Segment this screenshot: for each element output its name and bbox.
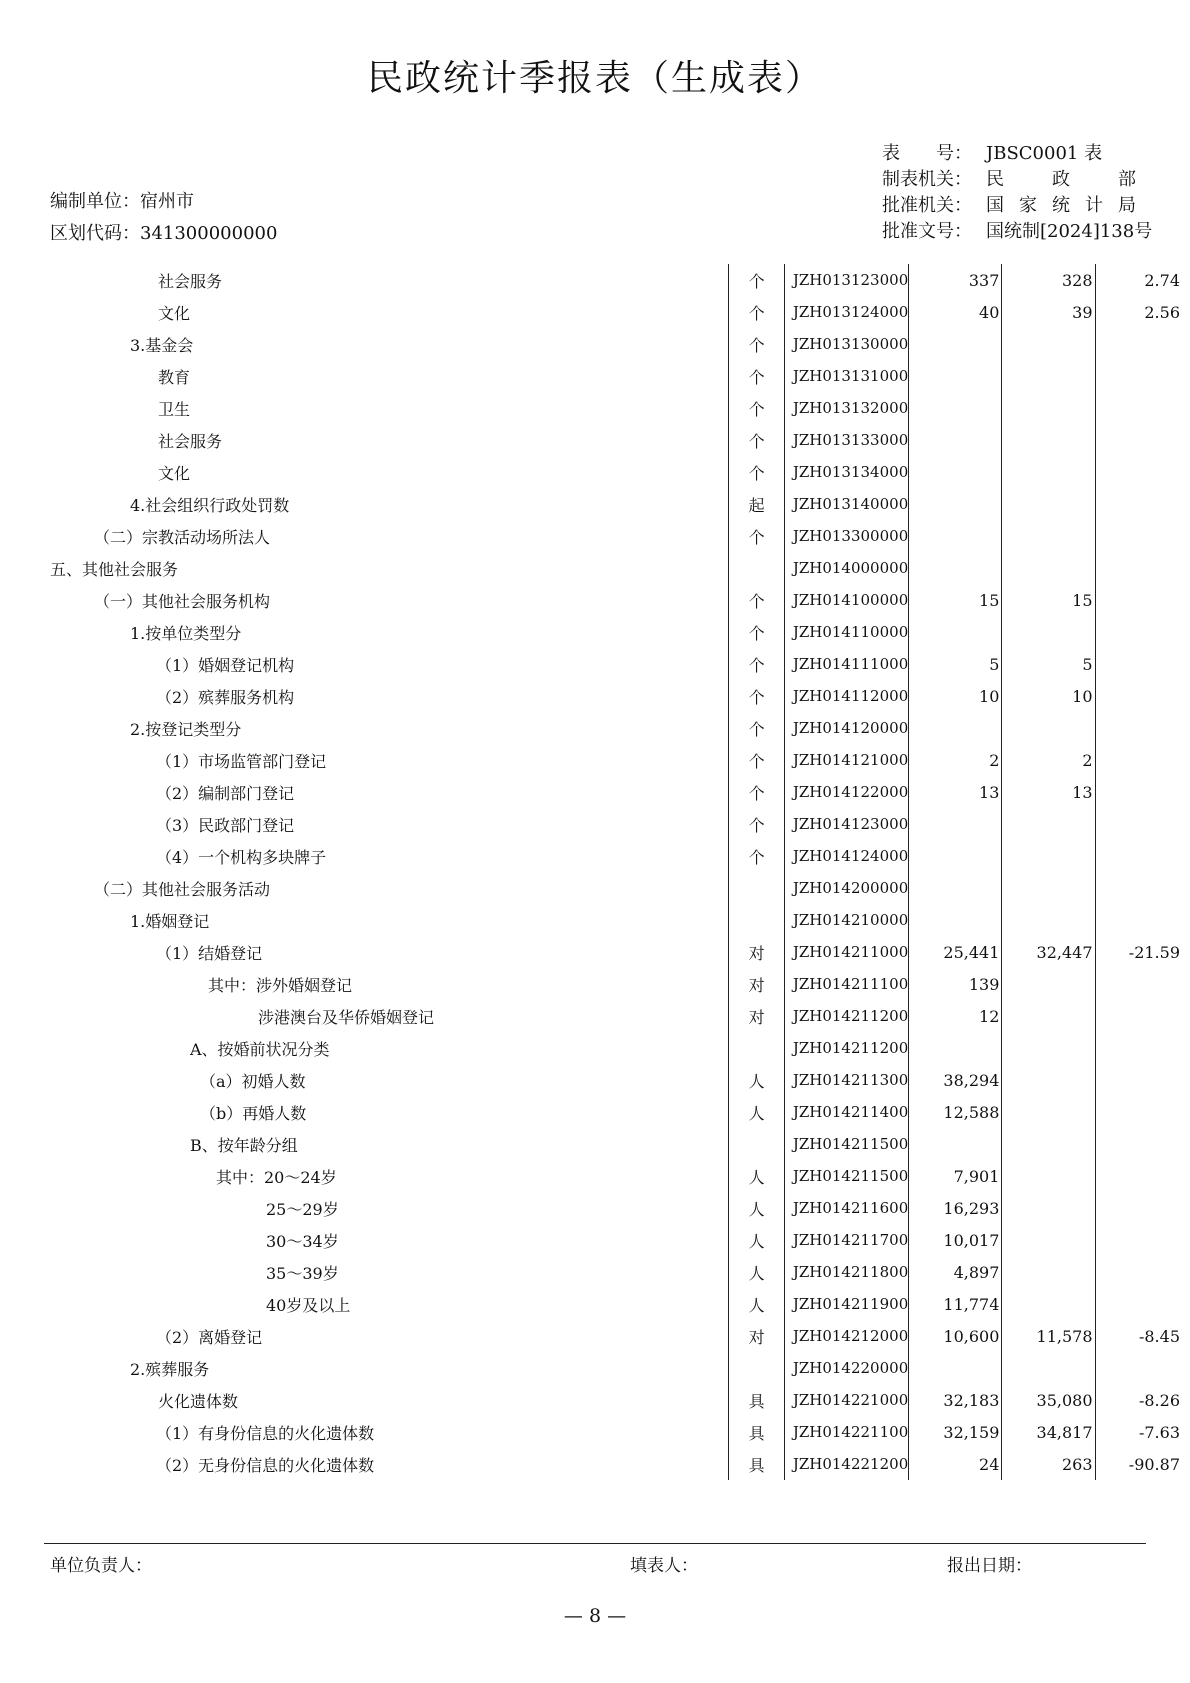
row-value-previous-cell [1002,360,1095,392]
row-unit-cell: 具 [729,1448,784,1480]
footer-filler: 填表人： [630,1556,698,1576]
row-change-rate-cell [1095,840,1190,872]
meta-right-value: 国家统计局 [986,195,1136,216]
row-name-cell: 卫生 [158,399,191,419]
meta-right-value: 民政部 [986,169,1136,190]
row-name-cell: 1.按单位类型分 [130,623,242,643]
row-unit-cell [729,872,784,904]
table-row [50,1128,1190,1160]
meta-right-key: 批准文号： [882,221,972,242]
row-name-cell: 社会服务 [158,271,223,291]
row-value-current-cell: 10,600 [909,1320,1002,1352]
table-row [50,360,1190,392]
table-row [50,968,1190,1000]
table-row [50,712,1190,744]
row-unit-cell: 个 [729,616,784,648]
row-name-cell: 教育 [158,367,191,387]
row-value-current-cell [909,392,1002,424]
region-code-label: 区划代码： [50,223,140,244]
row-value-current-cell: 40 [909,296,1002,328]
meta-right-row [882,167,1152,193]
footer-divider [44,1543,1146,1544]
row-unit-cell [729,1128,784,1160]
meta-left [50,186,277,250]
row-value-previous-cell [1002,1352,1095,1384]
row-value-current-cell: 7,901 [909,1160,1002,1192]
row-unit-cell: 个 [729,584,784,616]
row-code-cell: JZH013300000 [784,520,908,552]
row-name-cell: （二）其他社会服务活动 [94,879,271,899]
row-name-cell: （2）殡葬服务机构 [156,687,295,707]
row-name-cell: 文化 [158,303,191,323]
row-value-previous-cell [1002,1032,1095,1064]
table-row [50,1448,1190,1480]
row-code-cell: JZH014123000 [784,808,908,840]
table-row [50,1256,1190,1288]
row-code-cell: JZH013132000 [784,392,908,424]
row-unit-cell: 个 [729,392,784,424]
row-change-rate-cell [1095,360,1190,392]
row-code-cell: JZH013123000 [784,264,908,296]
row-value-current-cell [909,1032,1002,1064]
table-row [50,872,1190,904]
table-row [50,1320,1190,1352]
row-name-cell: A、按婚前状况分类 [190,1039,330,1059]
row-value-current-cell: 10,017 [909,1224,1002,1256]
row-value-current-cell [909,1352,1002,1384]
row-change-rate-cell [1095,776,1190,808]
row-code-cell: JZH014124000 [784,840,908,872]
row-value-current-cell [909,1128,1002,1160]
meta-right-row [882,193,1152,219]
row-code-cell: JZH014220000 [784,1352,908,1384]
table-row [50,456,1190,488]
table-row [50,1096,1190,1128]
row-change-rate-cell [1095,872,1190,904]
table-row [50,424,1190,456]
row-code-cell: JZH014221200 [784,1448,908,1480]
row-value-previous-cell [1002,1256,1095,1288]
row-code-cell: JZH014211500 [784,1160,908,1192]
row-name-cell: （二）宗教活动场所法人 [94,527,271,547]
row-value-current-cell: 32,159 [909,1416,1002,1448]
row-value-previous-cell: 35,080 [1002,1384,1095,1416]
row-name-cell: （1）市场监管部门登记 [156,751,327,771]
row-unit-cell: 具 [729,1416,784,1448]
row-code-cell: JZH014211000 [784,936,908,968]
row-unit-cell: 人 [729,1224,784,1256]
row-value-current-cell: 38,294 [909,1064,1002,1096]
table-row [50,1352,1190,1384]
table-row [50,648,1190,680]
row-change-rate-cell [1095,1352,1190,1384]
row-code-cell: JZH014211400 [784,1096,908,1128]
row-change-rate-cell [1095,1000,1190,1032]
row-value-previous-cell: 34,817 [1002,1416,1095,1448]
table-row [50,808,1190,840]
row-value-previous-cell [1002,616,1095,648]
row-value-current-cell: 12 [909,1000,1002,1032]
row-change-rate-cell [1095,808,1190,840]
row-change-rate-cell [1095,1096,1190,1128]
row-change-rate-cell [1095,456,1190,488]
row-value-previous-cell [1002,1160,1095,1192]
row-code-cell: JZH013124000 [784,296,908,328]
row-name-cell: （2）编制部门登记 [156,783,295,803]
row-change-rate-cell [1095,552,1190,584]
row-name-cell: 1.婚姻登记 [130,911,210,931]
region-code-value: 341300000000 [140,223,278,244]
row-change-rate-cell: 2.74 [1095,264,1190,296]
meta-right [882,141,1152,245]
row-change-rate-cell [1095,968,1190,1000]
row-code-cell: JZH014100000 [784,584,908,616]
row-value-previous-cell: 15 [1002,584,1095,616]
row-value-previous-cell [1002,1064,1095,1096]
row-value-previous-cell: 11,578 [1002,1320,1095,1352]
row-value-current-cell: 337 [909,264,1002,296]
row-value-current-cell: 139 [909,968,1002,1000]
row-name-cell: 40岁及以上 [266,1295,351,1315]
table-row [50,1032,1190,1064]
row-value-previous-cell [1002,488,1095,520]
page-number: — 8 — [563,1605,627,1627]
row-unit-cell: 个 [729,360,784,392]
row-change-rate-cell [1095,1128,1190,1160]
row-name-cell: B、按年龄分组 [190,1135,298,1155]
table-row [50,776,1190,808]
table-row [50,744,1190,776]
row-unit-cell: 个 [729,840,784,872]
row-change-rate-cell [1095,328,1190,360]
row-code-cell: JZH014210000 [784,904,908,936]
table-row [50,264,1190,296]
row-name-cell: 25～29岁 [266,1199,339,1219]
row-name-cell: 35～39岁 [266,1263,339,1283]
row-code-cell: JZH013133000 [784,424,908,456]
row-value-previous-cell [1002,872,1095,904]
row-unit-cell: 个 [729,520,784,552]
row-value-previous-cell [1002,904,1095,936]
row-value-previous-cell [1002,456,1095,488]
row-change-rate-cell: -90.87 [1095,1448,1190,1480]
row-value-previous-cell: 328 [1002,264,1095,296]
row-unit-cell: 对 [729,968,784,1000]
compiling-unit-label: 编制单位： [50,191,140,212]
row-value-previous-cell [1002,1288,1095,1320]
row-value-previous-cell [1002,1224,1095,1256]
row-code-cell: JZH014211100 [784,968,908,1000]
row-name-cell: 五、其他社会服务 [50,559,179,579]
meta-right-key: 批准机关： [882,195,972,216]
row-change-rate-cell: 2.56 [1095,296,1190,328]
row-value-current-cell [909,616,1002,648]
row-code-cell: JZH014211600 [784,1192,908,1224]
row-name-cell: 4.社会组织行政处罚数 [130,495,290,515]
row-value-previous-cell: 39 [1002,296,1095,328]
row-unit-cell: 个 [729,296,784,328]
table-row [50,840,1190,872]
row-unit-cell: 人 [729,1160,784,1192]
row-name-cell: 涉港澳台及华侨婚姻登记 [258,1007,435,1027]
table-row [50,904,1190,936]
row-value-previous-cell [1002,552,1095,584]
row-unit-cell: 个 [729,456,784,488]
table-row [50,552,1190,584]
row-name-cell: 30～34岁 [266,1231,339,1251]
row-name-cell: 3.基金会 [130,335,194,355]
row-value-current-cell: 24 [909,1448,1002,1480]
row-unit-cell: 个 [729,712,784,744]
table-row [50,1288,1190,1320]
row-change-rate-cell [1095,1064,1190,1096]
row-code-cell: JZH014211700 [784,1224,908,1256]
row-code-cell: JZH014120000 [784,712,908,744]
table-row [50,1224,1190,1256]
row-value-current-cell: 12,588 [909,1096,1002,1128]
table-row [50,1160,1190,1192]
row-value-previous-cell [1002,840,1095,872]
row-name-cell: （3）民政部门登记 [156,815,295,835]
row-change-rate-cell [1095,392,1190,424]
row-value-current-cell [909,904,1002,936]
row-name-cell: 社会服务 [158,431,223,451]
row-code-cell: JZH013130000 [784,328,908,360]
meta-right-key: 制表机关： [882,169,972,190]
table-row [50,616,1190,648]
table-row [50,936,1190,968]
footer-report-date: 报出日期： [947,1556,1032,1576]
row-value-current-cell [909,840,1002,872]
row-unit-cell: 个 [729,424,784,456]
compiling-unit-value: 宿州市 [140,191,194,212]
row-name-cell: （1）婚姻登记机构 [156,655,295,675]
table-row [50,328,1190,360]
row-unit-cell: 个 [729,744,784,776]
row-unit-cell [729,552,784,584]
row-value-current-cell: 16,293 [909,1192,1002,1224]
row-value-current-cell [909,488,1002,520]
row-value-previous-cell [1002,808,1095,840]
row-value-previous-cell [1002,1096,1095,1128]
row-unit-cell: 对 [729,936,784,968]
meta-right-value: 国统制[2024]138号 [986,221,1153,242]
row-change-rate-cell [1095,648,1190,680]
row-change-rate-cell: -21.59 [1095,936,1190,968]
row-value-current-cell [909,520,1002,552]
row-unit-cell: 具 [729,1384,784,1416]
row-unit-cell: 人 [729,1096,784,1128]
table-row [50,1384,1190,1416]
statistics-table [50,264,1190,1480]
row-unit-cell [729,1352,784,1384]
region-code-row [50,218,277,250]
row-value-current-cell [909,456,1002,488]
table-row [50,1416,1190,1448]
row-value-current-cell [909,552,1002,584]
row-unit-cell: 人 [729,1064,784,1096]
row-unit-cell: 个 [729,264,784,296]
row-value-previous-cell [1002,392,1095,424]
row-change-rate-cell [1095,488,1190,520]
row-value-current-cell [909,712,1002,744]
row-change-rate-cell [1095,744,1190,776]
statistics-table-body [50,264,1190,1480]
row-code-cell: JZH014211200 [784,1000,908,1032]
row-code-cell: JZH013134000 [784,456,908,488]
row-code-cell: JZH014112000 [784,680,908,712]
row-name-cell: （a）初婚人数 [200,1071,306,1091]
row-name-cell: 文化 [158,463,191,483]
row-code-cell: JZH014121000 [784,744,908,776]
row-unit-cell: 对 [729,1320,784,1352]
row-code-cell: JZH014211800 [784,1256,908,1288]
row-change-rate-cell [1095,616,1190,648]
row-value-previous-cell: 32,447 [1002,936,1095,968]
row-name-cell: （1）有身份信息的火化遗体数 [156,1423,375,1443]
row-value-previous-cell [1002,424,1095,456]
row-unit-cell: 对 [729,1000,784,1032]
row-change-rate-cell: -8.26 [1095,1384,1190,1416]
row-unit-cell [729,904,784,936]
row-name-cell: 火化遗体数 [158,1391,239,1411]
row-name-cell: 2.按登记类型分 [130,719,242,739]
row-name-cell: 其中：20～24岁 [216,1167,337,1187]
row-unit-cell: 个 [729,328,784,360]
meta-right-value: JBSC0001 表 [986,143,1103,164]
row-change-rate-cell [1095,1288,1190,1320]
row-unit-cell: 个 [729,776,784,808]
row-value-current-cell: 32,183 [909,1384,1002,1416]
row-value-previous-cell: 10 [1002,680,1095,712]
row-change-rate-cell [1095,424,1190,456]
row-value-current-cell [909,872,1002,904]
row-change-rate-cell: -8.45 [1095,1320,1190,1352]
row-code-cell: JZH014221000 [784,1384,908,1416]
row-value-previous-cell: 2 [1002,744,1095,776]
row-code-cell: JZH013131000 [784,360,908,392]
page-title: 民政统计季报表（生成表） [366,58,823,99]
row-value-previous-cell [1002,520,1095,552]
row-value-current-cell: 10 [909,680,1002,712]
row-code-cell: JZH014211500 [784,1128,908,1160]
row-code-cell: JZH014122000 [784,776,908,808]
row-change-rate-cell [1095,1256,1190,1288]
row-code-cell: JZH014000000 [784,552,908,584]
row-value-current-cell [909,360,1002,392]
table-row [50,488,1190,520]
row-value-current-cell: 2 [909,744,1002,776]
row-code-cell: JZH014212000 [784,1320,908,1352]
row-unit-cell: 个 [729,680,784,712]
row-value-current-cell: 15 [909,584,1002,616]
row-name-cell: 其中：涉外婚姻登记 [208,975,353,995]
row-change-rate-cell [1095,520,1190,552]
row-name-cell: （b）再婚人数 [200,1103,307,1123]
row-change-rate-cell [1095,584,1190,616]
row-change-rate-cell [1095,1160,1190,1192]
row-unit-cell [729,1032,784,1064]
table-row [50,520,1190,552]
meta-right-row [882,219,1152,245]
row-name-cell: （4）一个机构多块牌子 [156,847,327,867]
row-value-current-cell [909,328,1002,360]
row-value-previous-cell [1002,1000,1095,1032]
row-code-cell: JZH014211200 [784,1032,908,1064]
row-value-previous-cell: 5 [1002,648,1095,680]
table-row [50,1064,1190,1096]
row-change-rate-cell [1095,1224,1190,1256]
row-value-current-cell [909,424,1002,456]
row-value-previous-cell [1002,712,1095,744]
row-change-rate-cell: -7.63 [1095,1416,1190,1448]
row-code-cell: JZH014211300 [784,1064,908,1096]
row-value-current-cell: 5 [909,648,1002,680]
row-name-cell: （2）无身份信息的火化遗体数 [156,1455,375,1475]
row-change-rate-cell [1095,1032,1190,1064]
row-value-current-cell: 13 [909,776,1002,808]
row-unit-cell: 起 [729,488,784,520]
row-value-previous-cell [1002,1192,1095,1224]
row-value-previous-cell [1002,968,1095,1000]
row-unit-cell: 人 [729,1192,784,1224]
row-unit-cell: 个 [729,648,784,680]
row-change-rate-cell [1095,680,1190,712]
row-value-previous-cell: 263 [1002,1448,1095,1480]
table-row [50,1000,1190,1032]
row-code-cell: JZH014221100 [784,1416,908,1448]
row-value-current-cell [909,808,1002,840]
row-code-cell: JZH013140000 [784,488,908,520]
table-row [50,584,1190,616]
row-value-current-cell: 11,774 [909,1288,1002,1320]
row-change-rate-cell [1095,904,1190,936]
compiling-unit-row [50,186,277,218]
table-row [50,680,1190,712]
row-code-cell: JZH014200000 [784,872,908,904]
row-unit-cell: 个 [729,808,784,840]
row-value-previous-cell: 13 [1002,776,1095,808]
table-row [50,296,1190,328]
row-name-cell: （一）其他社会服务机构 [94,591,271,611]
row-value-current-cell: 25,441 [909,936,1002,968]
table-row [50,392,1190,424]
row-change-rate-cell [1095,712,1190,744]
row-code-cell: JZH014211900 [784,1288,908,1320]
row-name-cell: （2）离婚登记 [156,1327,263,1347]
table-row [50,1192,1190,1224]
row-name-cell: （1）结婚登记 [156,943,263,963]
row-code-cell: JZH014110000 [784,616,908,648]
row-value-previous-cell [1002,328,1095,360]
row-value-previous-cell [1002,1128,1095,1160]
row-unit-cell: 人 [729,1288,784,1320]
footer-unit-head: 单位负责人： [50,1556,152,1576]
row-code-cell: JZH014111000 [784,648,908,680]
row-change-rate-cell [1095,1192,1190,1224]
row-name-cell: 2.殡葬服务 [130,1359,210,1379]
row-value-current-cell: 4,897 [909,1256,1002,1288]
meta-right-key: 表 号： [882,143,972,164]
meta-right-row [882,141,1152,167]
row-unit-cell: 人 [729,1256,784,1288]
